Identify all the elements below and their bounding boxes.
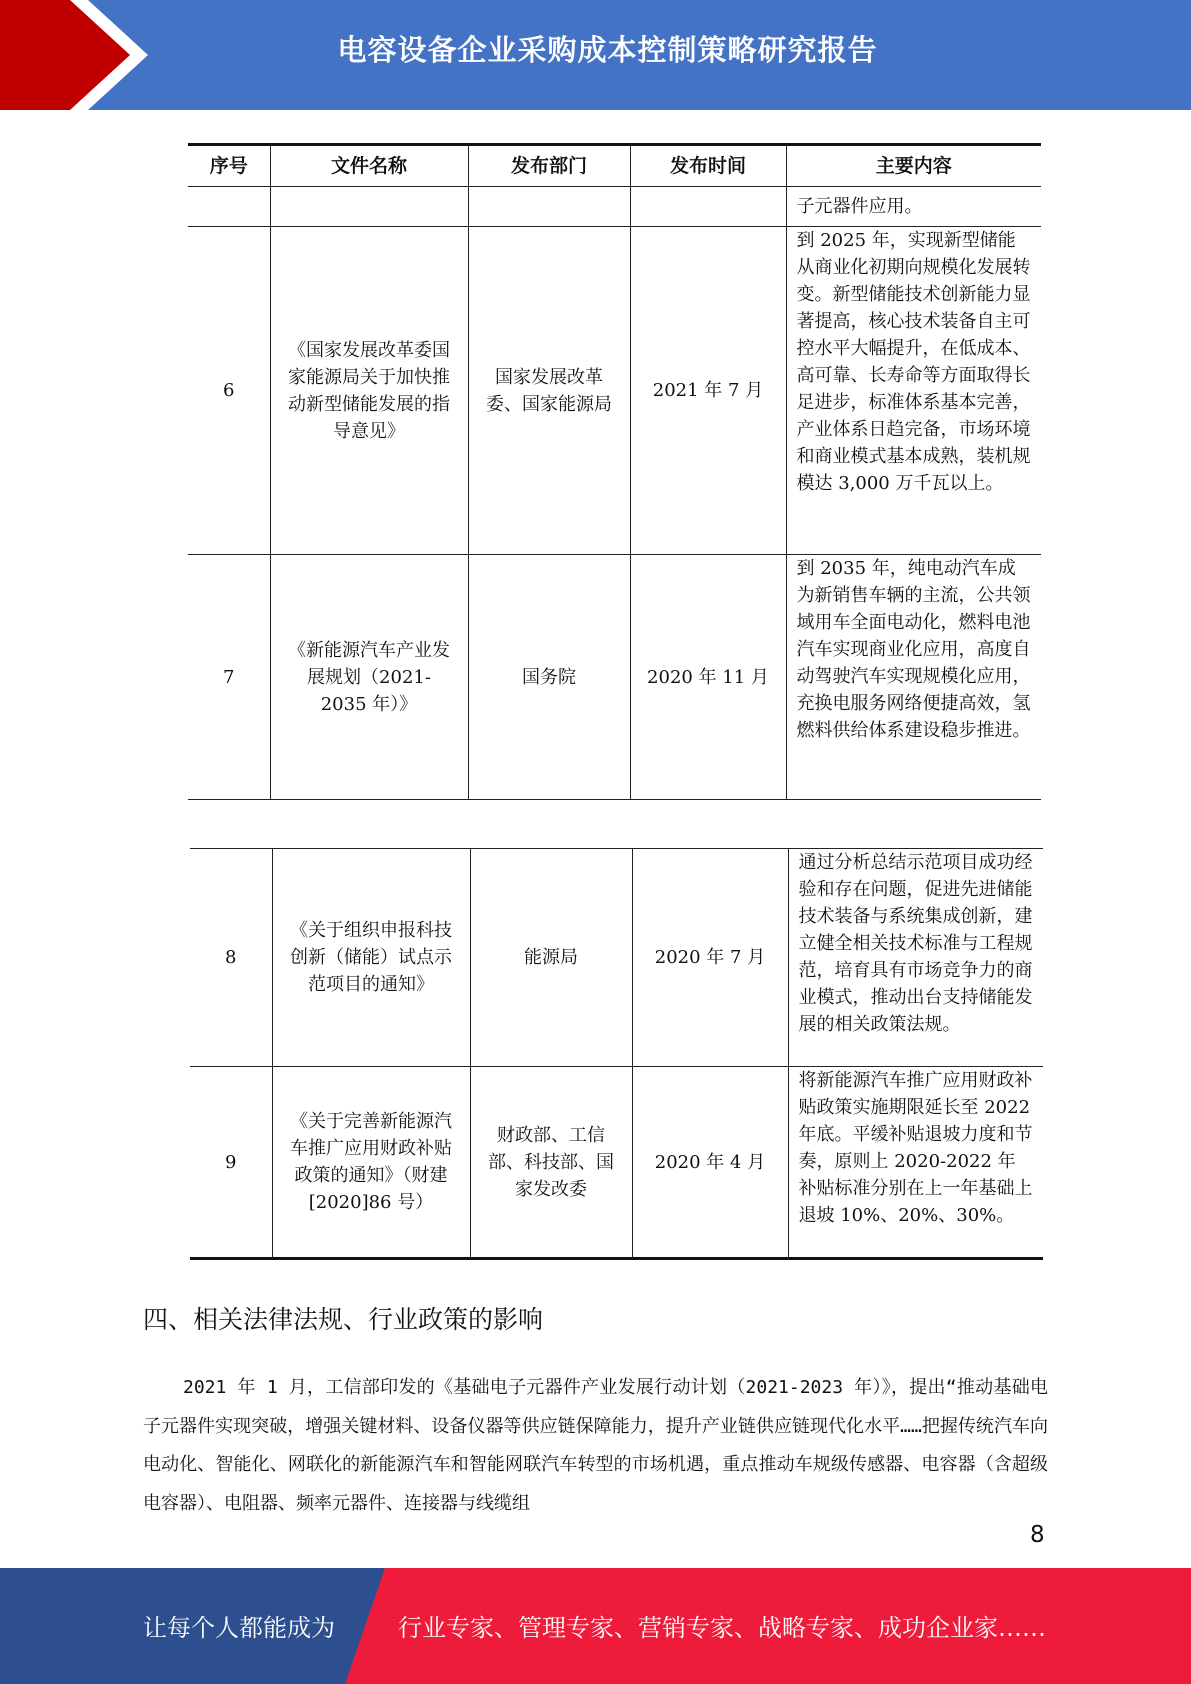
header-date: 发布时间 [630,145,786,187]
footer-slogan-right: 行业专家、管理专家、营销专家、战略专家、成功企业家…… [398,1614,1046,1642]
cell-name: 《国家发展改革委国家能源局关于加快推动新型储能发展的指导意见》 [270,227,468,555]
page-footer [0,1568,1191,1684]
cell-dept: 国务院 [468,555,630,800]
cell-date: 2020 年 7 月 [632,849,788,1067]
section-heading: 四、相关法律法规、行业政策的影响 [143,1305,544,1334]
cell-content: 到 2025 年，实现新型储能从商业化初期向规模化发展转变。新型储能技术创新能力显著提高，核心技术装备自主可控水平大幅提升，在低成本、高可靠、长寿命等方面取得长足进步，标准体系基本完善，产业体系日趋完备，市场环境和商业模式基本成熟，装机规模达 3,000 万千瓦以上。 [786,227,1041,555]
cell-content: 到 2035 年，纯电动汽车成为新销售车辆的主流，公共领域用车全面电动化，燃料电池汽车实现商业化应用，高度自动驾驶汽车实现规模化应用，充换电服务网络便捷高效，氢燃料供给体系建设稳步推进。 [786,555,1041,800]
table-row-continued [188,187,1041,227]
cell-date: 2020 年 11 月 [630,555,786,800]
policy-table [188,143,1041,800]
cell-no: 8 [190,849,272,1067]
cell-no: 9 [190,1067,272,1259]
page-number: 8 [1030,1522,1045,1548]
cell-no: 6 [188,227,270,555]
table-row [188,227,1041,555]
cell-dept: 能源局 [470,849,632,1067]
cell-dept: 财政部、工信部、科技部、国家发改委 [470,1067,632,1259]
cell-content: 子元器件应用。 [786,187,1041,227]
header-name: 文件名称 [270,145,468,187]
header-no: 序号 [188,145,270,187]
header-content: 主要内容 [786,145,1041,187]
footer-slogan-left: 让每个人都能成为 [143,1614,335,1642]
cell-name: 《新能源汽车产业发展规划（2021-2035 年）》 [270,555,468,800]
cell-dept: 国家发展改革委、国家能源局 [468,227,630,555]
table-row [190,1067,1043,1259]
cell-date: 2020 年 4 月 [632,1067,788,1259]
cell-no: 7 [188,555,270,800]
cell-date: 2021 年 7 月 [630,227,786,555]
cell-content: 将新能源汽车推广应用财政补贴政策实施期限延长至 2022 年底。平缓补贴退坡力度和节奏，原则上 2020-2022 年补贴标准分别在上一年基础上退坡 10%、20%、30%。 [788,1067,1043,1259]
cell-content: 通过分析总结示范项目成功经验和存在问题，促进先进储能技术装备与系统集成创新，建立健全相关技术标准与工程规范，培育具有市场竞争力的商业模式，推动出台支持储能发展的相关政策法规。 [788,849,1043,1067]
cell-name: 《关于组织申报科技创新（储能）试点示范项目的通知》 [272,849,470,1067]
document-title: 电容设备企业采购成本控制策略研究报告 [337,33,878,67]
policy-table-continued [190,848,1043,1260]
page-header [0,0,1191,110]
table-header-row [188,145,1041,187]
cell-name: 《关于完善新能源汽车推广应用财政补贴政策的通知》（财建[2020]86 号） [272,1067,470,1259]
table-row [190,849,1043,1067]
body-paragraph: 2021 年 1 月，工信部印发的《基础电子元器件产业发展行动计划（2021-2023 年）》，提出“推动基础电子元器件实现突破，增强关键材料、设备仪器等供应链保障能力，提升产业链供应链现代化水平……把握传统汽车向电动化、智能化、网联化的新能源汽车和智能网联汽车转型的市场机遇，重点推动车规级传感器、电容器（含超级电容器）、电阻器、频率元器件、连接器与线缆组 [143,1377,1048,1514]
header-dept: 发布部门 [468,145,630,187]
table-row [188,555,1041,800]
